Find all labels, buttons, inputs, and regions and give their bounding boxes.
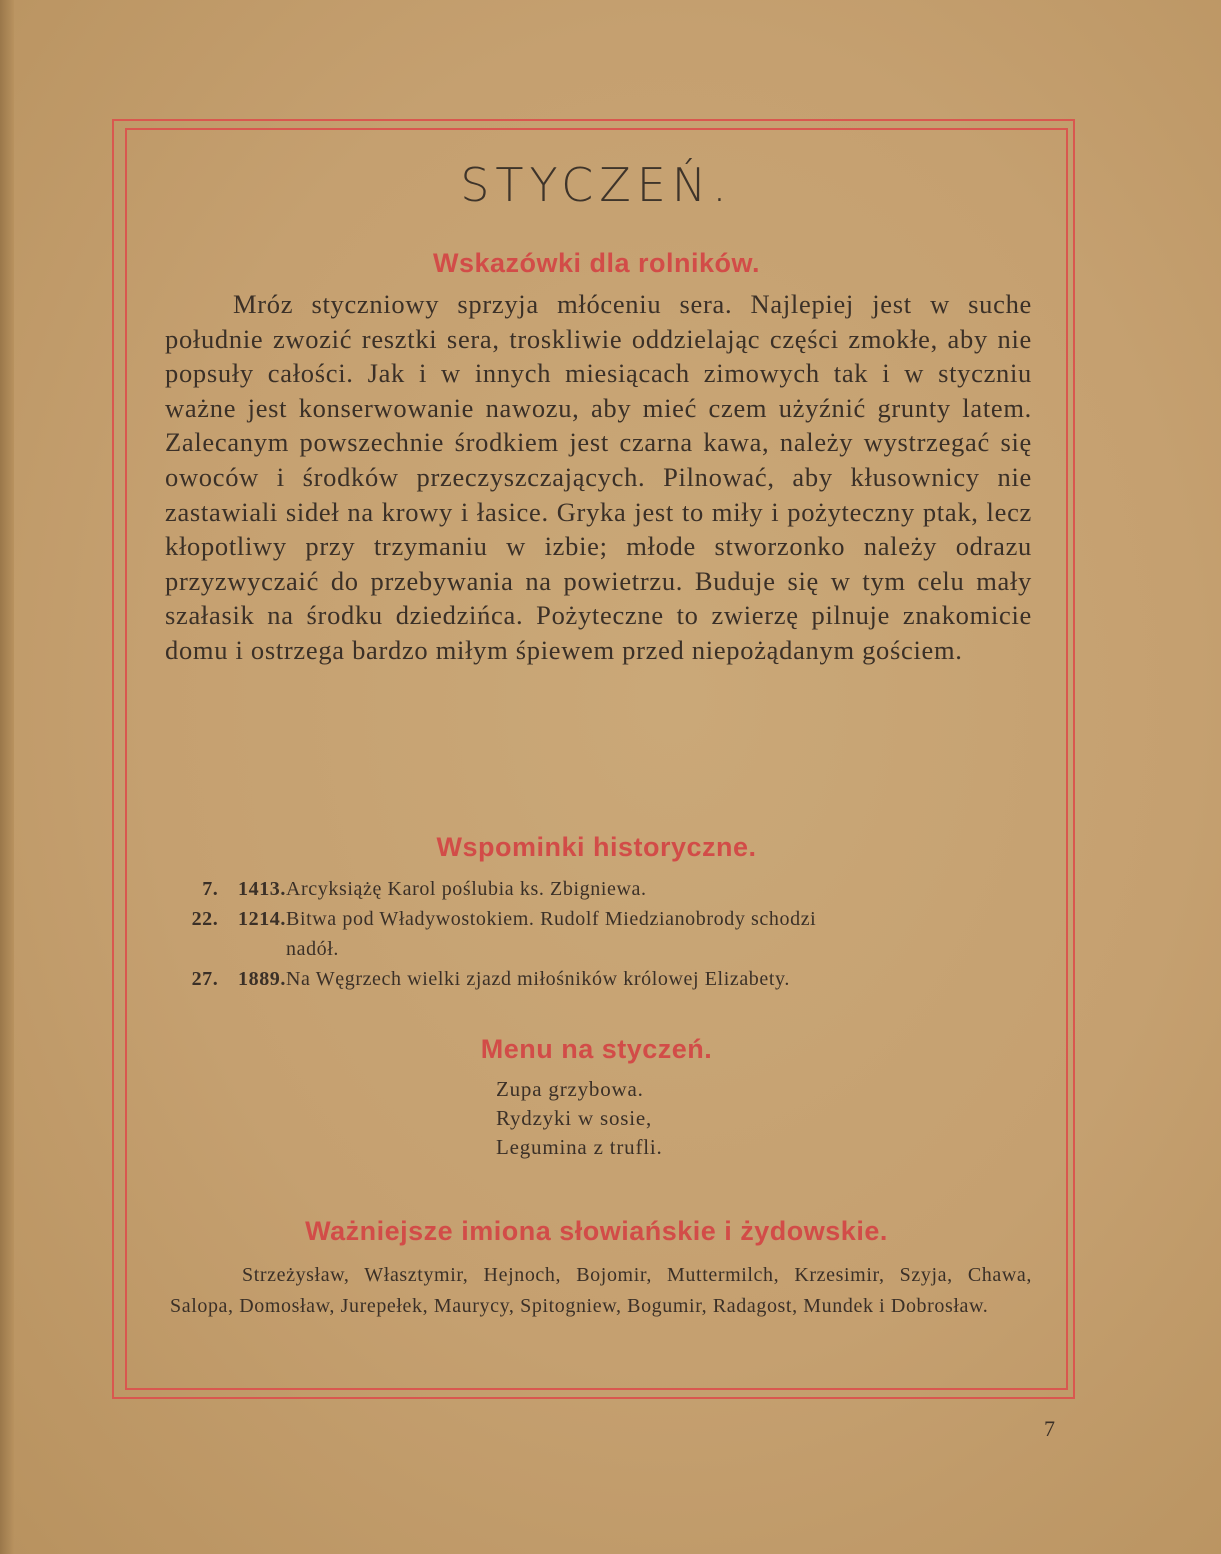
names-heading: Ważniejsze imiona słowiańskie i żydowskie.: [305, 1216, 888, 1246]
history-day: 7.: [202, 878, 219, 900]
history-line: Na Węgrzech wielki zjazd miłośników królowej Elizabety.: [286, 968, 790, 990]
history-text: [286, 904, 1040, 964]
menu-item: Legumina z trufli.: [496, 1135, 663, 1159]
history-date: [160, 874, 286, 904]
farm-text: Mróz styczniowy sprzyja młóceniu sera. Najlepiej jest w suche południe zwozić resztki sera, troskliwie oddzielając części zmokłe, aby nie popsuły całości. Jak i w innych miesiącach zimowych tak i w styczniu ważne jest konserwowanie nawozu, aby mieć czem użyźnić grunty latem. Zalecanym powszechnie środkiem jest czarna kawa, należy wystrzegać się owoców i środków przeczyszczających. Pilnować, aby kłusownicy nie zastawiali sideł na krowy i łasice. Gryka jest to miły i pożyteczny ptak, lecz kłopotliwy przy trzymaniu w izbie; młode stworzonko należy odrazu przyzwyczaić do przebywania na powietrzu. Buduje się w tym celu mały szałasik na środku dziedzińca. Pożyteczne to zwierzę pilnuje znakomicie domu i ostrzega bardzo miłym śpiewem przed niepożądanym gościem.: [165, 289, 1032, 665]
names-text: Strzeżysław, Własztymir, Hejnoch, Bojomir, Muttermilch, Krzesimir, Szyja, Chawa, Salopa, Domosław, Jurepełek, Maurycy, Spitogniew, Bogumir, Radagost, Mundek i Dobrosław.: [170, 1264, 1032, 1317]
history-year: 1413.: [238, 878, 286, 900]
history-heading: Wspominki historyczne.: [436, 832, 757, 862]
history-line: Arcyksiążę Karol poślubia ks. Zbigniewa.: [286, 878, 647, 900]
history-line: Bitwa pod Władywostokiem. Rudolf Miedzianobrody schodzi: [286, 908, 817, 930]
history-text: [286, 964, 1040, 994]
history-list: [160, 874, 1040, 994]
menu-item: Rydzyki w sosie,: [496, 1106, 653, 1130]
history-text: [286, 874, 1040, 904]
menu-heading: Menu na styczeń.: [480, 1034, 713, 1064]
history-year: 1214.: [238, 908, 286, 930]
names-paragraph: [170, 1260, 1032, 1322]
page-number: 7: [1044, 1416, 1055, 1441]
history-line-continued: nadół.: [286, 938, 340, 960]
history-date: [160, 964, 286, 994]
farm-paragraph: [165, 287, 1032, 668]
menu-item: Zupa grzybowa.: [496, 1077, 644, 1101]
farm-heading: Wskazówki dla rolników.: [432, 248, 761, 278]
history-day: 22.: [191, 908, 219, 930]
history-date: [160, 904, 286, 964]
binding-edge: [0, 0, 14, 1554]
history-year: 1889.: [238, 968, 286, 990]
history-entry: [160, 904, 1040, 964]
history-entry: [160, 964, 1040, 994]
page-title: STYCZEŃ.: [460, 158, 733, 212]
menu-list: [496, 1075, 663, 1162]
history-entry: [160, 874, 1040, 904]
history-day: 27.: [191, 968, 219, 990]
